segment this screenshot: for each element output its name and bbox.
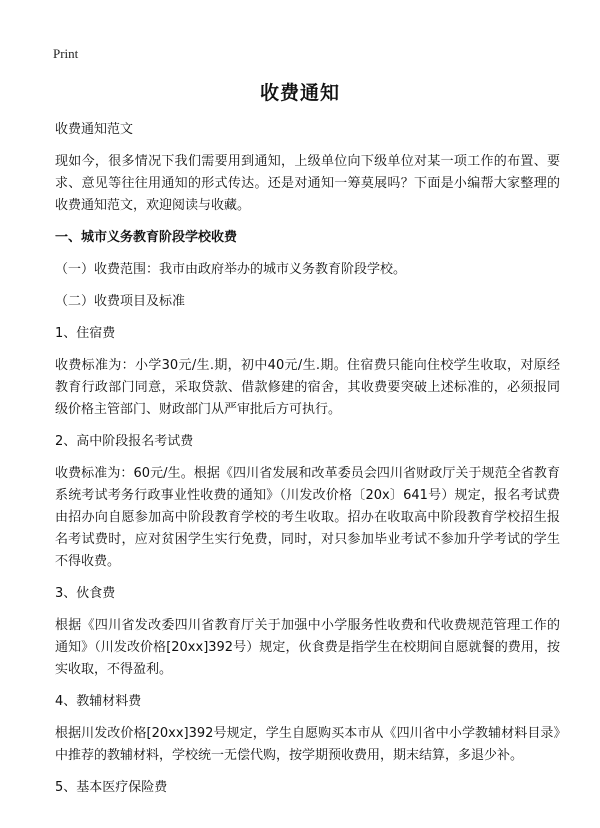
item-body-lodging: 收费标准为：小学30元/生.期，初中40元/生.期。住宿费只能向住校学生收取，对原经教育行政部门同意，采取贷款、借款修建的宿舍，其收费要突破上述标准的，必须报同级价格主管部门、财政部门从严审批后方可执行。	[55, 358, 560, 417]
item-body-materials-fee: 根据川发改价格[20xx]392号规定，学生自愿购买本市从《四川省中小学教辅材料目录》中推荐的教辅材料，学校统一无偿代购，按学期预收费用，期末结算，多退少补。	[55, 726, 560, 763]
item-heading-materials-fee: 4、教辅材料费	[55, 694, 142, 709]
item-heading-meal-fee: 3、伙食费	[55, 586, 116, 601]
section-heading: 一、城市义务教育阶段学校收费	[55, 230, 238, 245]
item-heading-lodging: 1、住宿费	[55, 326, 116, 341]
document-body	[55, 119, 560, 809]
document-title: 收费通知	[259, 82, 340, 104]
scope-paragraph: （一）收费范围：我市由政府举办的城市义务教育阶段学校。	[55, 262, 407, 277]
document-subtitle: 收费通知范文	[55, 122, 134, 137]
item-heading-insurance-fee: 5、基本医疗保险费	[55, 780, 168, 795]
item-body-meal-fee: 根据《四川省发改委四川省教育厅关于加强中小学服务性收费和代收费规范管理工作的通知》（川发改价格[20xx]392号）规定，伙食费是指学生在校期间自愿就餐的费用，按实收取，不得盈利。	[55, 618, 560, 677]
item-heading-exam-fee: 2、高中阶段报名考试费	[55, 434, 194, 449]
item-body-exam-fee: 收费标准为：60元/生。根据《四川省发展和改革委员会四川省财政厅关于规范全省教育系统考试考务行政事业性收费的通知》（川发改价格〔20x〕641号）规定，报名考试费由招办向自愿参加高中阶段教育学校的考生收取。招办在收取高中阶段教育学校招生报名考试费时，应对贫困学生实行免费，同时，对只参加毕业考试不参加升学考试的学生不得收费。	[55, 466, 560, 569]
items-heading: （二）收费项目及标准	[55, 294, 186, 309]
print-link[interactable]: Print	[53, 46, 79, 61]
intro-paragraph: 现如今，很多情况下我们需要用到通知，上级单位向下级单位对某一项工作的布置、要求、意见等往往用通知的形式传达。还是对通知一筹莫展吗？下面是小编帮大家整理的收费通知范文，欢迎阅读与收藏。	[55, 154, 560, 213]
